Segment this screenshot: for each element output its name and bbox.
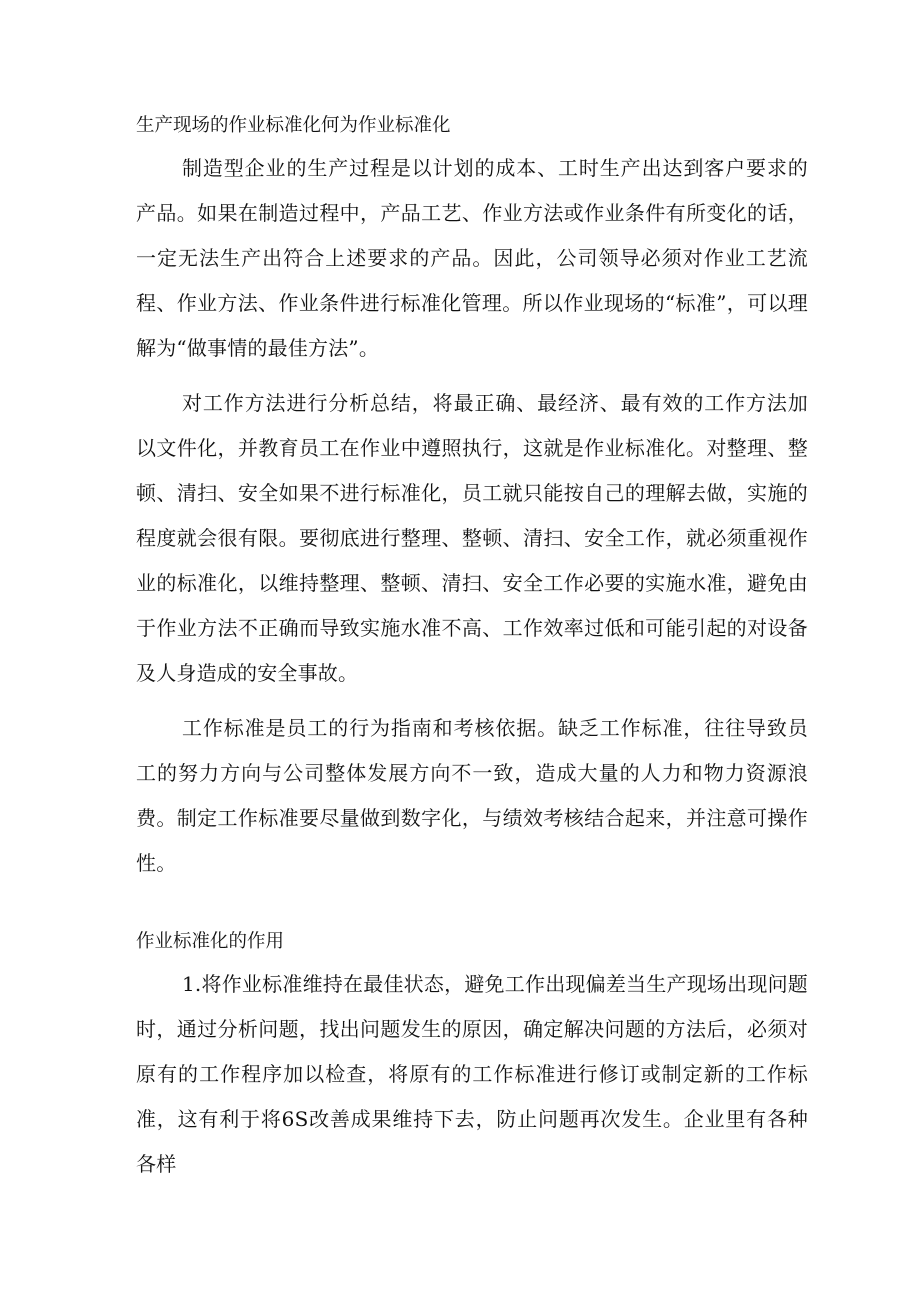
paragraph-work-method-analysis: 对工作方法进行分析总结，将最正确、最经济、最有效的工作方法加以文件化，并教育员工在作业中遵照执行，这就是作业标准化。对整理、整顿、清扫、安全如果不进行标准化，员工就只能按自己的理解去做，实施的程度就会很有限。要彻底进行整理、整顿、清扫、安全工作，就必须重视作业的标准化，以维持整理、整顿、清扫、安全工作必要的实施水准，避免由于作业方法不正确而导致实施水准不高、工作效率过低和可能引起的对设备及人身造成的安全事故。 bbox=[136, 391, 808, 685]
paragraph-work-standard-guideline: 工作标准是员工的行为指南和考核依据。缺乏工作标准，往往导致员工的努力方向与公司整体发展方向不一致，造成大量的人力和物力资源浪费。制定工作标准要尽量做到数字化，与绩效考核结合起来，并注意可操作性。 bbox=[136, 716, 808, 875]
section-heading-standardization: 生产现场的作业标准化何为作业标准化 bbox=[136, 115, 451, 136]
section-heading-role: 作业标准化的作用 bbox=[136, 931, 285, 952]
list-item-maintain-standard: 1.将作业标准维持在最佳状态，避免工作出现偏差当生产现场出现问题时，通过分析问题，找出问题发生的原因，确定解决问题的方法后，必须对原有的工作程序加以检查，将原有的工作标准进行修订或制定新的工作标准，这有利于将6S改善成果维持下去，防止问题再次发生。企业里有各种各样 bbox=[136, 972, 808, 1176]
paragraph-manufacturing-process: 制造型企业的生产过程是以计划的成本、工时生产出达到客户要求的产品。如果在制造过程中，产品工艺、作业方法或作业条件有所变化的话，一定无法生产出符合上述要求的产品。因此，公司领导必须对作业工艺流程、作业方法、作业条件进行标准化管理。所以作业现场的“标准”，可以理解为“做事情的最佳方法”。 bbox=[136, 156, 808, 360]
